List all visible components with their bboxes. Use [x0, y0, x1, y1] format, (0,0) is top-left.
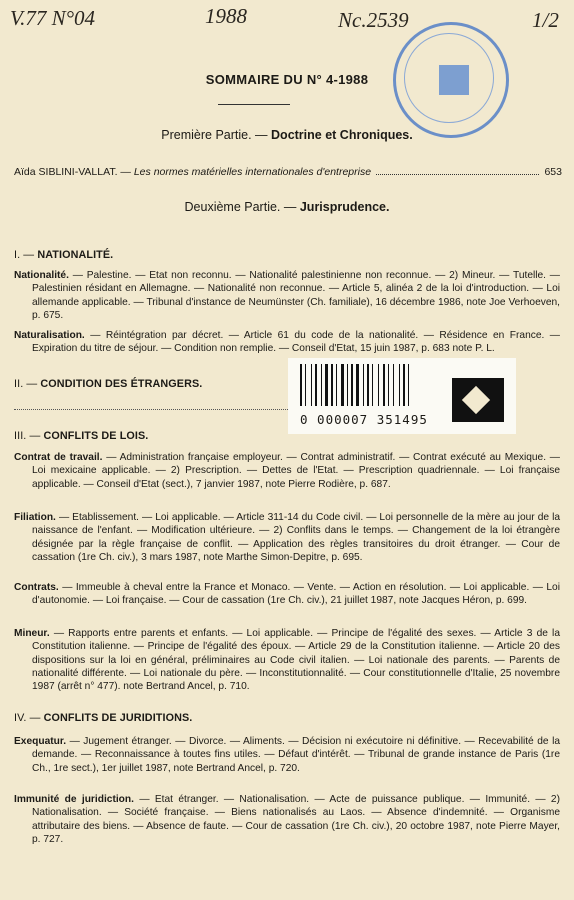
part-two-heading	[0, 200, 574, 214]
entry-nationalite	[14, 269, 560, 322]
barcode-bar	[325, 364, 328, 406]
barcode-logo-icon	[452, 378, 504, 422]
entry-text: — Etat étranger. — Nationalisation. — Acte de puissance publique. — Immunité. — 2) Nationalisation. — Société française. — Biens nationalisés au Laos. — Absence d'indemnité. — Organisme attributaire des biens. — Absence de faute. — Cour de cassation (1re Ch. civ.), 20 octobre 1987, note Pierre Mayer, p. 727.	[32, 794, 560, 845]
barcode-bar	[403, 364, 405, 406]
section-number: I. —	[14, 249, 35, 261]
toc-separator: —	[120, 166, 131, 178]
barcode-bar	[305, 364, 306, 406]
barcode-bar	[331, 364, 333, 406]
entry-heading: Contrat de travail.	[14, 452, 103, 463]
entry-contrats	[14, 581, 560, 608]
barcode-bar	[351, 364, 353, 406]
barcode-bar	[356, 364, 359, 406]
entry-heading: Nationalité.	[14, 270, 69, 281]
barcode-bar	[321, 364, 322, 406]
section-nationalite	[14, 249, 113, 261]
part-two-prefix: Deuxième Partie. —	[184, 200, 297, 214]
entry-text: — Rapports entre parents et enfants. — Loi applicable. — Principe de l'égalité des sexes. — Article 3 de la Constitution italienne. — Principe de l'égalité des époux. — Article 29 de la Constitution italienne. — Article 20 des dispositions sur la loi en général, préliminaires au Code civil italien. — Loi nationale des parents. — Parents de nationalité différente. — Loi nationale du père. — Inconstitutionnalité. — Cour constitutionnelle d'Italie, 25 novembre 1987 (arrêt n° 477). note Bertrand Ancel, p. 710.	[32, 628, 560, 693]
entry-exequatur	[14, 735, 560, 775]
entry-naturalisation	[14, 329, 560, 356]
summary-title: SOMMAIRE DU N° 4-1988	[205, 72, 369, 87]
entry-text: — Jugement étranger. — Divorce. — Aliments. — Décision ni exécutoire ni définitive. — Recevabilité de la demande. — Reconnaissance à toutes fins utiles. — Défaut d'intérêt. — Tribunal de grande instance de Paris (1re Ch., 1re sect.), 1er juillet 1987, note Bertrand Ancel, p. 720.	[32, 736, 560, 774]
barcode-bar	[399, 364, 400, 406]
section-number: III. —	[14, 430, 41, 442]
barcode-number: 0 000007 351495	[300, 412, 428, 427]
handwritten-call-number: Nc.2539	[338, 8, 409, 32]
barcode-bar	[336, 364, 337, 406]
section-condition-etrangers	[14, 378, 202, 390]
toc-entry[interactable]	[14, 166, 562, 178]
entry-heading: Immunité de juridiction.	[14, 794, 134, 805]
section-conflits-juridictions	[14, 712, 192, 724]
section-name: CONDITION DES ÉTRANGERS.	[40, 378, 203, 390]
title-divider	[218, 104, 290, 105]
barcode-bar	[383, 364, 385, 406]
barcode-bar	[363, 364, 364, 406]
entry-heading: Contrats.	[14, 582, 59, 593]
section-name: CONFLITS DE JURIDITIONS.	[43, 712, 193, 724]
entry-filiation	[14, 511, 560, 564]
entry-text: — Immeuble à cheval entre la France et Monaco. — Vente. — Action en résolution. — Loi applicable. — Loi d'autonomie. — Loi française. — Cour de cassation (1re Ch. civ.), 21 juillet 1987, note Jacques Héron, p. 699.	[32, 582, 560, 607]
barcode-bar	[315, 364, 317, 406]
section-number: II. —	[14, 378, 38, 390]
entry-contrat-travail	[14, 451, 560, 491]
barcode-bar	[341, 364, 344, 406]
part-one-heading	[0, 128, 574, 142]
barcode-bar	[347, 364, 348, 406]
barcode-bars	[300, 364, 455, 406]
entry-text: — Réintégration par décret. — Article 61 du code de la nationalité. — Résidence en France. — Expiration du titre de séjour. — Condition non remplie. — Conseil d'Etat, 15 juin 1987, p. 683 note P. L.	[32, 330, 560, 355]
entry-heading: Naturalisation.	[14, 330, 85, 341]
toc-article-title: Les normes matérielles internationales d'entreprise	[133, 166, 372, 178]
entry-text: — Palestine. — Etat non reconnu. — Nationalité palestinienne non reconnue. — 2) Mineur. — Tutelle. — Palestinien résidant en Allemagne. — Nationalité non reconnue. — Article 5, alinéa 2 de la loi d'introduction. — Loi allemande applicable. — Tribunal d'instance de Neumünster (Ch. familiale), 16 décembre 1986, note Joe Verhoeven, p. 675.	[32, 270, 560, 321]
entry-heading: Mineur.	[14, 628, 50, 639]
section-empty-dots	[14, 409, 298, 410]
entry-mineur	[14, 627, 560, 693]
section-name: NATIONALITÉ.	[37, 249, 114, 261]
entry-text: — Etablissement. — Loi applicable. — Article 311-14 du Code civil. — Loi personnelle de la mère au jour de la naissance de l'enfant. — Modification ultérieure. — 2) Conflits dans le temps. — Changement de la loi étrangère désignée par la règle française de conflit. — Application des règles transitoires du droit étranger. — Cour de cassation (1re Ch. civ.), 3 mars 1987, note Marthe Simon-Depitre, p. 695.	[32, 512, 560, 563]
barcode-bar	[367, 364, 369, 406]
part-two-name: Jurisprudence.	[299, 200, 390, 214]
handwritten-fraction: 1/2	[532, 8, 559, 32]
barcode-bar	[372, 364, 373, 406]
entry-heading: Exequatur.	[14, 736, 67, 747]
barcode-bar	[378, 364, 379, 406]
toc-page-number: 653	[544, 166, 562, 178]
entry-immunite	[14, 793, 560, 846]
section-number: IV. —	[14, 712, 41, 724]
part-one-prefix: Première Partie. —	[161, 128, 268, 142]
section-conflits-lois	[14, 430, 148, 442]
entry-text: — Administration française employeur. — Contrat administratif. — Contrat exécuté au Mexique. — Loi mexicaine applicable. — 2) Prescription. — Dettes de l'Etat. — Prescription quadriennale. — Loi française applicable. — Conseil d'Etat (sect.), 7 janvier 1987, note Pierre Rodière, p. 687.	[32, 452, 560, 490]
section-name: CONFLITS DE LOIS.	[43, 430, 149, 442]
toc-author: Aïda SIBLINI-VALLAT.	[14, 166, 118, 178]
barcode-bar	[311, 364, 312, 406]
handwritten-year: 1988	[205, 4, 247, 28]
toc-leader-dots	[376, 174, 539, 175]
barcode-label	[288, 358, 516, 434]
barcode-bar	[408, 364, 409, 406]
barcode-bar	[388, 364, 389, 406]
barcode-bar	[300, 364, 302, 406]
handwritten-volume: V.77 N°04	[10, 6, 96, 30]
barcode-bar	[393, 364, 394, 406]
part-one-name: Doctrine et Chroniques.	[271, 128, 413, 142]
entry-heading: Filiation.	[14, 512, 56, 523]
